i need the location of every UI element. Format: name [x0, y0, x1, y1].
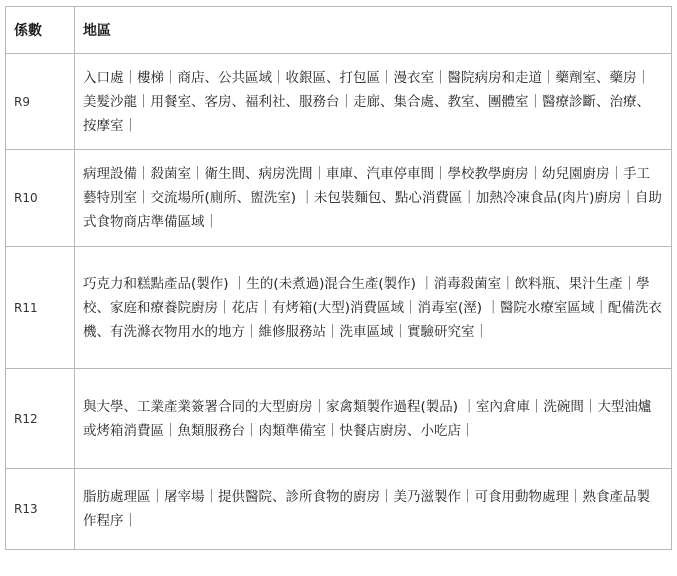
slip-rating-table	[5, 6, 672, 550]
row-code: R9	[6, 54, 75, 150]
table-row	[6, 150, 672, 247]
row-code: R12	[6, 369, 75, 469]
row-code: R13	[6, 469, 75, 550]
table-row	[6, 54, 672, 150]
table-row	[6, 247, 672, 369]
header-area: 地區	[75, 7, 672, 54]
row-code: R10	[6, 150, 75, 247]
row-areas: 脂肪處理區｜屠宰場｜提供醫院、診所食物的廚房｜美乃滋製作｜可食用動物處理｜熟食產品製作程序｜	[75, 469, 672, 550]
row-code: R11	[6, 247, 75, 369]
table-row	[6, 369, 672, 469]
table-body	[6, 54, 672, 550]
header-code: 係數	[6, 7, 75, 54]
table-header	[6, 7, 672, 54]
row-areas: 巧克力和糕點產品(製作) ｜生的(未煮過)混合生產(製作) ｜消毒殺菌室｜飲料瓶、果汁生產｜學校、家庭和療養院廚房｜花店｜有烤箱(大型)消費區域｜消毒室(溼) ｜醫院水療室區域｜配備洗衣機、有洗滌衣物用水的地方｜維修服務站｜洗車區域｜實驗研究室｜	[75, 247, 672, 369]
row-areas: 入口處｜樓梯｜商店、公共區域｜收銀區、打包區｜漫衣室｜醫院病房和走道｜藥劑室、藥房｜美髮沙龍｜用餐室、客房、福利社、服務台｜走廊、集合處、教室、團體室｜醫療診斷、治療、按摩室｜	[75, 54, 672, 150]
table-row	[6, 469, 672, 550]
row-areas: 與大學、工業產業簽署合同的大型廚房｜家禽類製作過程(製品) ｜室內倉庫｜洗碗間｜大型油爐或烤箱消費區｜魚類服務台｜肉類準備室｜快餐店廚房、小吃店｜	[75, 369, 672, 469]
slip-rating-table-container	[5, 6, 671, 550]
header-row	[6, 7, 672, 54]
row-areas: 病理設備｜殺菌室｜衛生間、病房洗間｜車庫、汽車停車間｜學校教學廚房｜幼兒園廚房｜手工藝特別室｜交流場所(廁所、盥洗室) ｜未包裝麵包、點心消費區｜加熱冷凍食品(肉片)廚房｜自助式食物商店準備區域｜	[75, 150, 672, 247]
